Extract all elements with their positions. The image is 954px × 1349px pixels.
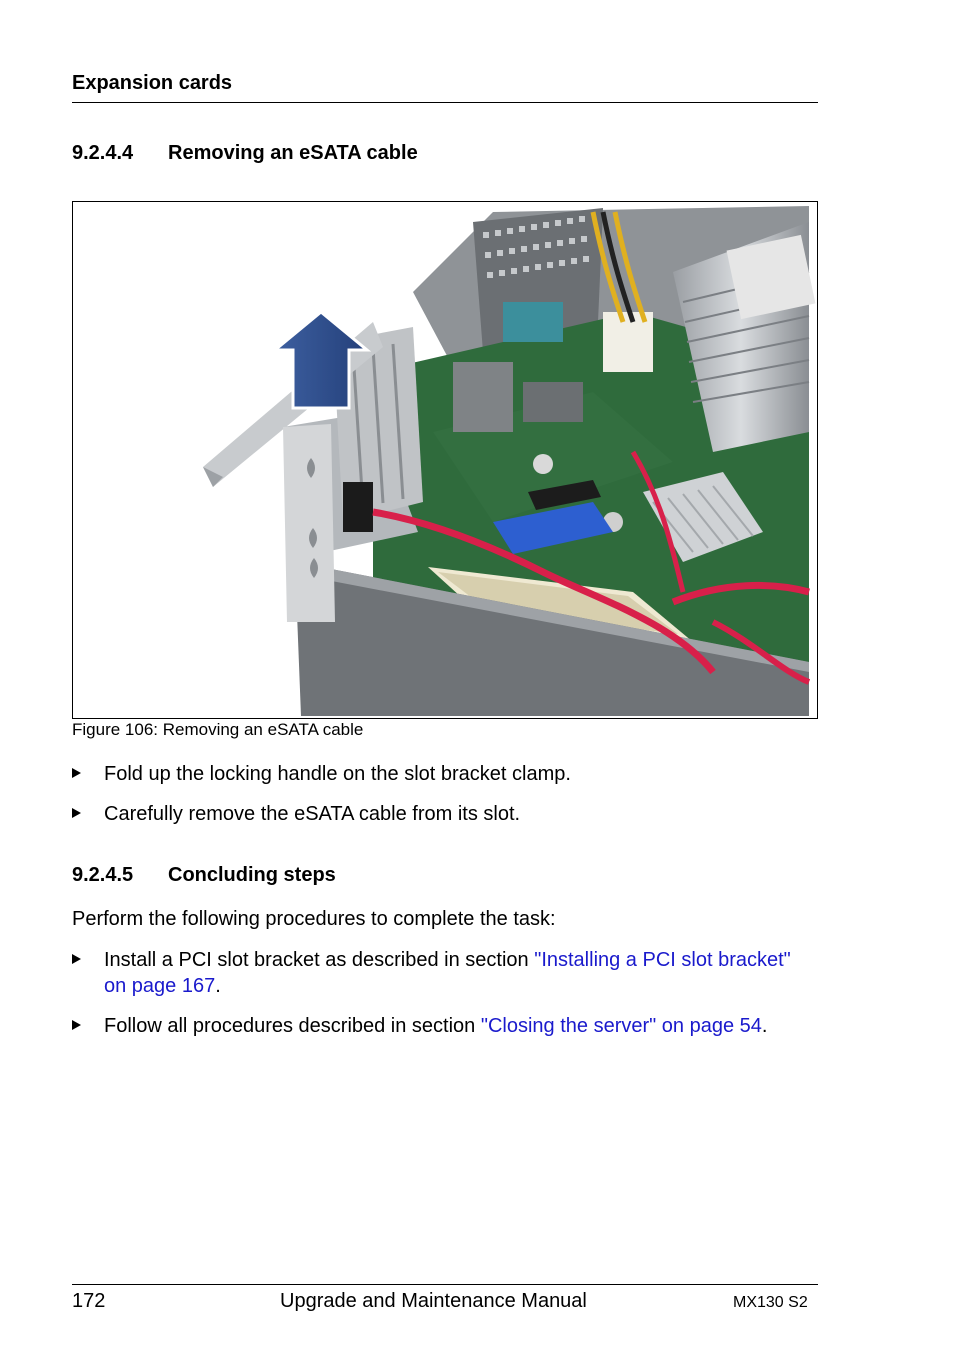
- link-installing-pci-slot-bracket[interactable]: "Installing a PCI slot bracket" on page 167: [104, 949, 791, 997]
- link-closing-the-server[interactable]: "Closing the server" on page 54: [480, 1015, 762, 1037]
- section-title: Concluding steps: [168, 864, 336, 886]
- section-heading-removing-esata: [72, 142, 418, 165]
- model-name: MX130 S2: [733, 1294, 808, 1311]
- bullet-triangle-icon: [72, 768, 81, 778]
- bullet-triangle-icon: [72, 954, 81, 964]
- section-heading-concluding-steps: [72, 864, 336, 887]
- figure-esata-removal: [72, 201, 818, 719]
- section-title: Removing an eSATA cable: [168, 142, 418, 164]
- intro-paragraph: Perform the following procedures to complete the task:: [72, 908, 556, 930]
- esata-removal-photo: [73, 202, 817, 718]
- section-number: 9.2.4.5: [72, 864, 134, 886]
- section-number: 9.2.4.4: [72, 142, 134, 164]
- manual-title: Upgrade and Maintenance Manual: [280, 1290, 587, 1312]
- footer-divider: [72, 1284, 818, 1285]
- running-header: Expansion cards: [72, 72, 233, 94]
- bullet-triangle-icon: [72, 1020, 81, 1030]
- bullet-triangle-icon: [72, 808, 81, 818]
- header-divider: [72, 102, 818, 103]
- page-number: 172: [72, 1290, 106, 1312]
- figure-caption: Figure 106: Removing an eSATA cable: [72, 720, 364, 739]
- list-item: Follow all procedures described in section "Closing the server" on page 54.: [72, 1013, 818, 1039]
- list-item: Install a PCI slot bracket as described in section "Installing a PCI slot bracket" on page 167.: [72, 947, 818, 999]
- list-item: Fold up the locking handle on the slot bracket clamp.: [72, 761, 818, 787]
- list-item: Carefully remove the eSATA cable from its slot.: [72, 801, 818, 827]
